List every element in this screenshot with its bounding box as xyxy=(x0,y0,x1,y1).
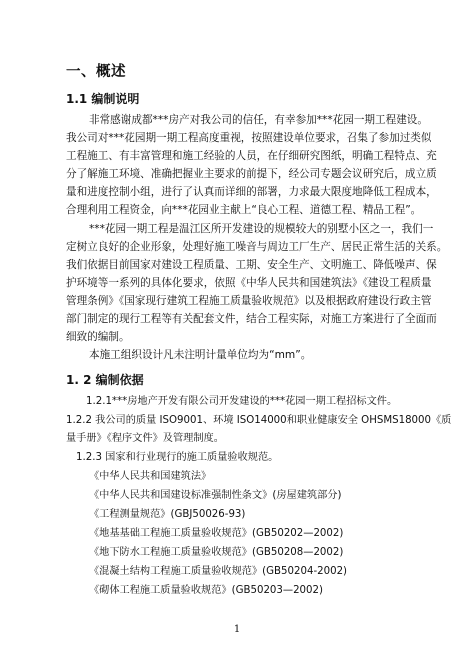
paragraph-line: 细致的编制。 xyxy=(66,331,130,343)
chapter-heading: 一、概述 xyxy=(66,64,126,80)
basis-item: 1.2.2 我公司的质量 ISO9001、环境 ISO14000和职业健康安全 OHSMS18000《质 xyxy=(66,415,452,426)
paragraph-line: 量和进度控制小组，进行了认真而详细的部署，力求最大限度地降低工程成本， xyxy=(66,186,437,198)
paragraph-line: 工程施工、有丰富管理和施工经验的人员，在仔细研究图纸，明确工程特点、充 xyxy=(66,150,437,162)
paragraph-line: 本施工组织设计凡未注明计量单位均为“mm”。 xyxy=(89,349,312,361)
paragraph-line: 管理条例》《国家现行建筑工程施工质量验收规范》以及根据政府建设行政主管 xyxy=(66,295,432,307)
section-heading-1-2: 1. 2 编制依据 xyxy=(66,373,144,387)
paragraph-line: 合理利用工程资金，向***花园业主献上“良心工程、道德工程、精品工程”。 xyxy=(66,204,422,216)
basis-item: 1.2.3 国家和行业现行的施工质量验收规范。 xyxy=(76,452,279,463)
basis-item: 1.2.1***房地产开发有限公司开发建设的***花园一期工程招标文件。 xyxy=(86,396,398,407)
paragraph-line: 我们依据目前国家对建设工程质量、工期、安全生产、文明施工、降低噪声、保 xyxy=(66,259,437,271)
paragraph-line: 部门制定的现行工程等有关配套文件，结合工程实际，对施工方案进行了全面而 xyxy=(66,313,437,325)
page-number: 1 xyxy=(233,624,241,635)
basis-item-continued: 量手册》《程序文件》及管理制度。 xyxy=(66,433,224,444)
paragraph-line: 定树立良好的企业形象，处理好施工噪音与周边工厂生产、居民正常生活的关系。 xyxy=(66,241,448,253)
paragraph-line: 我公司对***花园期一期工程高度重视，按照建设单位要求，召集了参加过类似 xyxy=(66,132,432,144)
standard-entry: 《混凝土结构工程施工质量验收规范》(GB50204-2002) xyxy=(89,566,348,577)
paragraph-line: 非常感谢成都***房产对我公司的信任，有幸参加***花园一期工程建设。 xyxy=(89,114,428,126)
standard-entry: 《中华人民共和国建设标准强制性条文》(房屋建筑部分) xyxy=(89,490,342,501)
paragraph-line: ***花园一期工程是温江区所开发建设的规模较大的别墅小区之一，我们一 xyxy=(89,223,434,235)
standard-entry: 《中华人民共和国建筑法》 xyxy=(89,471,212,482)
paragraph-line: 护环境等一系列的具体化要求，依照《中华人民共和国建筑法》《建设工程质量 xyxy=(66,277,432,289)
paragraph-line: 分了解施工环境、准确把握业主要求的前提下，经公司专题会议研究后，成立质 xyxy=(66,168,437,180)
standard-entry: 《工程测量规范》(GBJ50026-93) xyxy=(89,509,246,520)
standard-entry: 《地下防水工程施工质量验收规范》(GB50208—2002) xyxy=(89,547,344,558)
standard-entry: 《地基基础工程施工质量验收规范》(GB50202—2002) xyxy=(89,528,344,539)
standard-entry: 《砌体工程施工质量验收规范》(GB50203—2002) xyxy=(89,585,323,596)
section-heading-1-1: 1.1 编制说明 xyxy=(66,92,140,106)
